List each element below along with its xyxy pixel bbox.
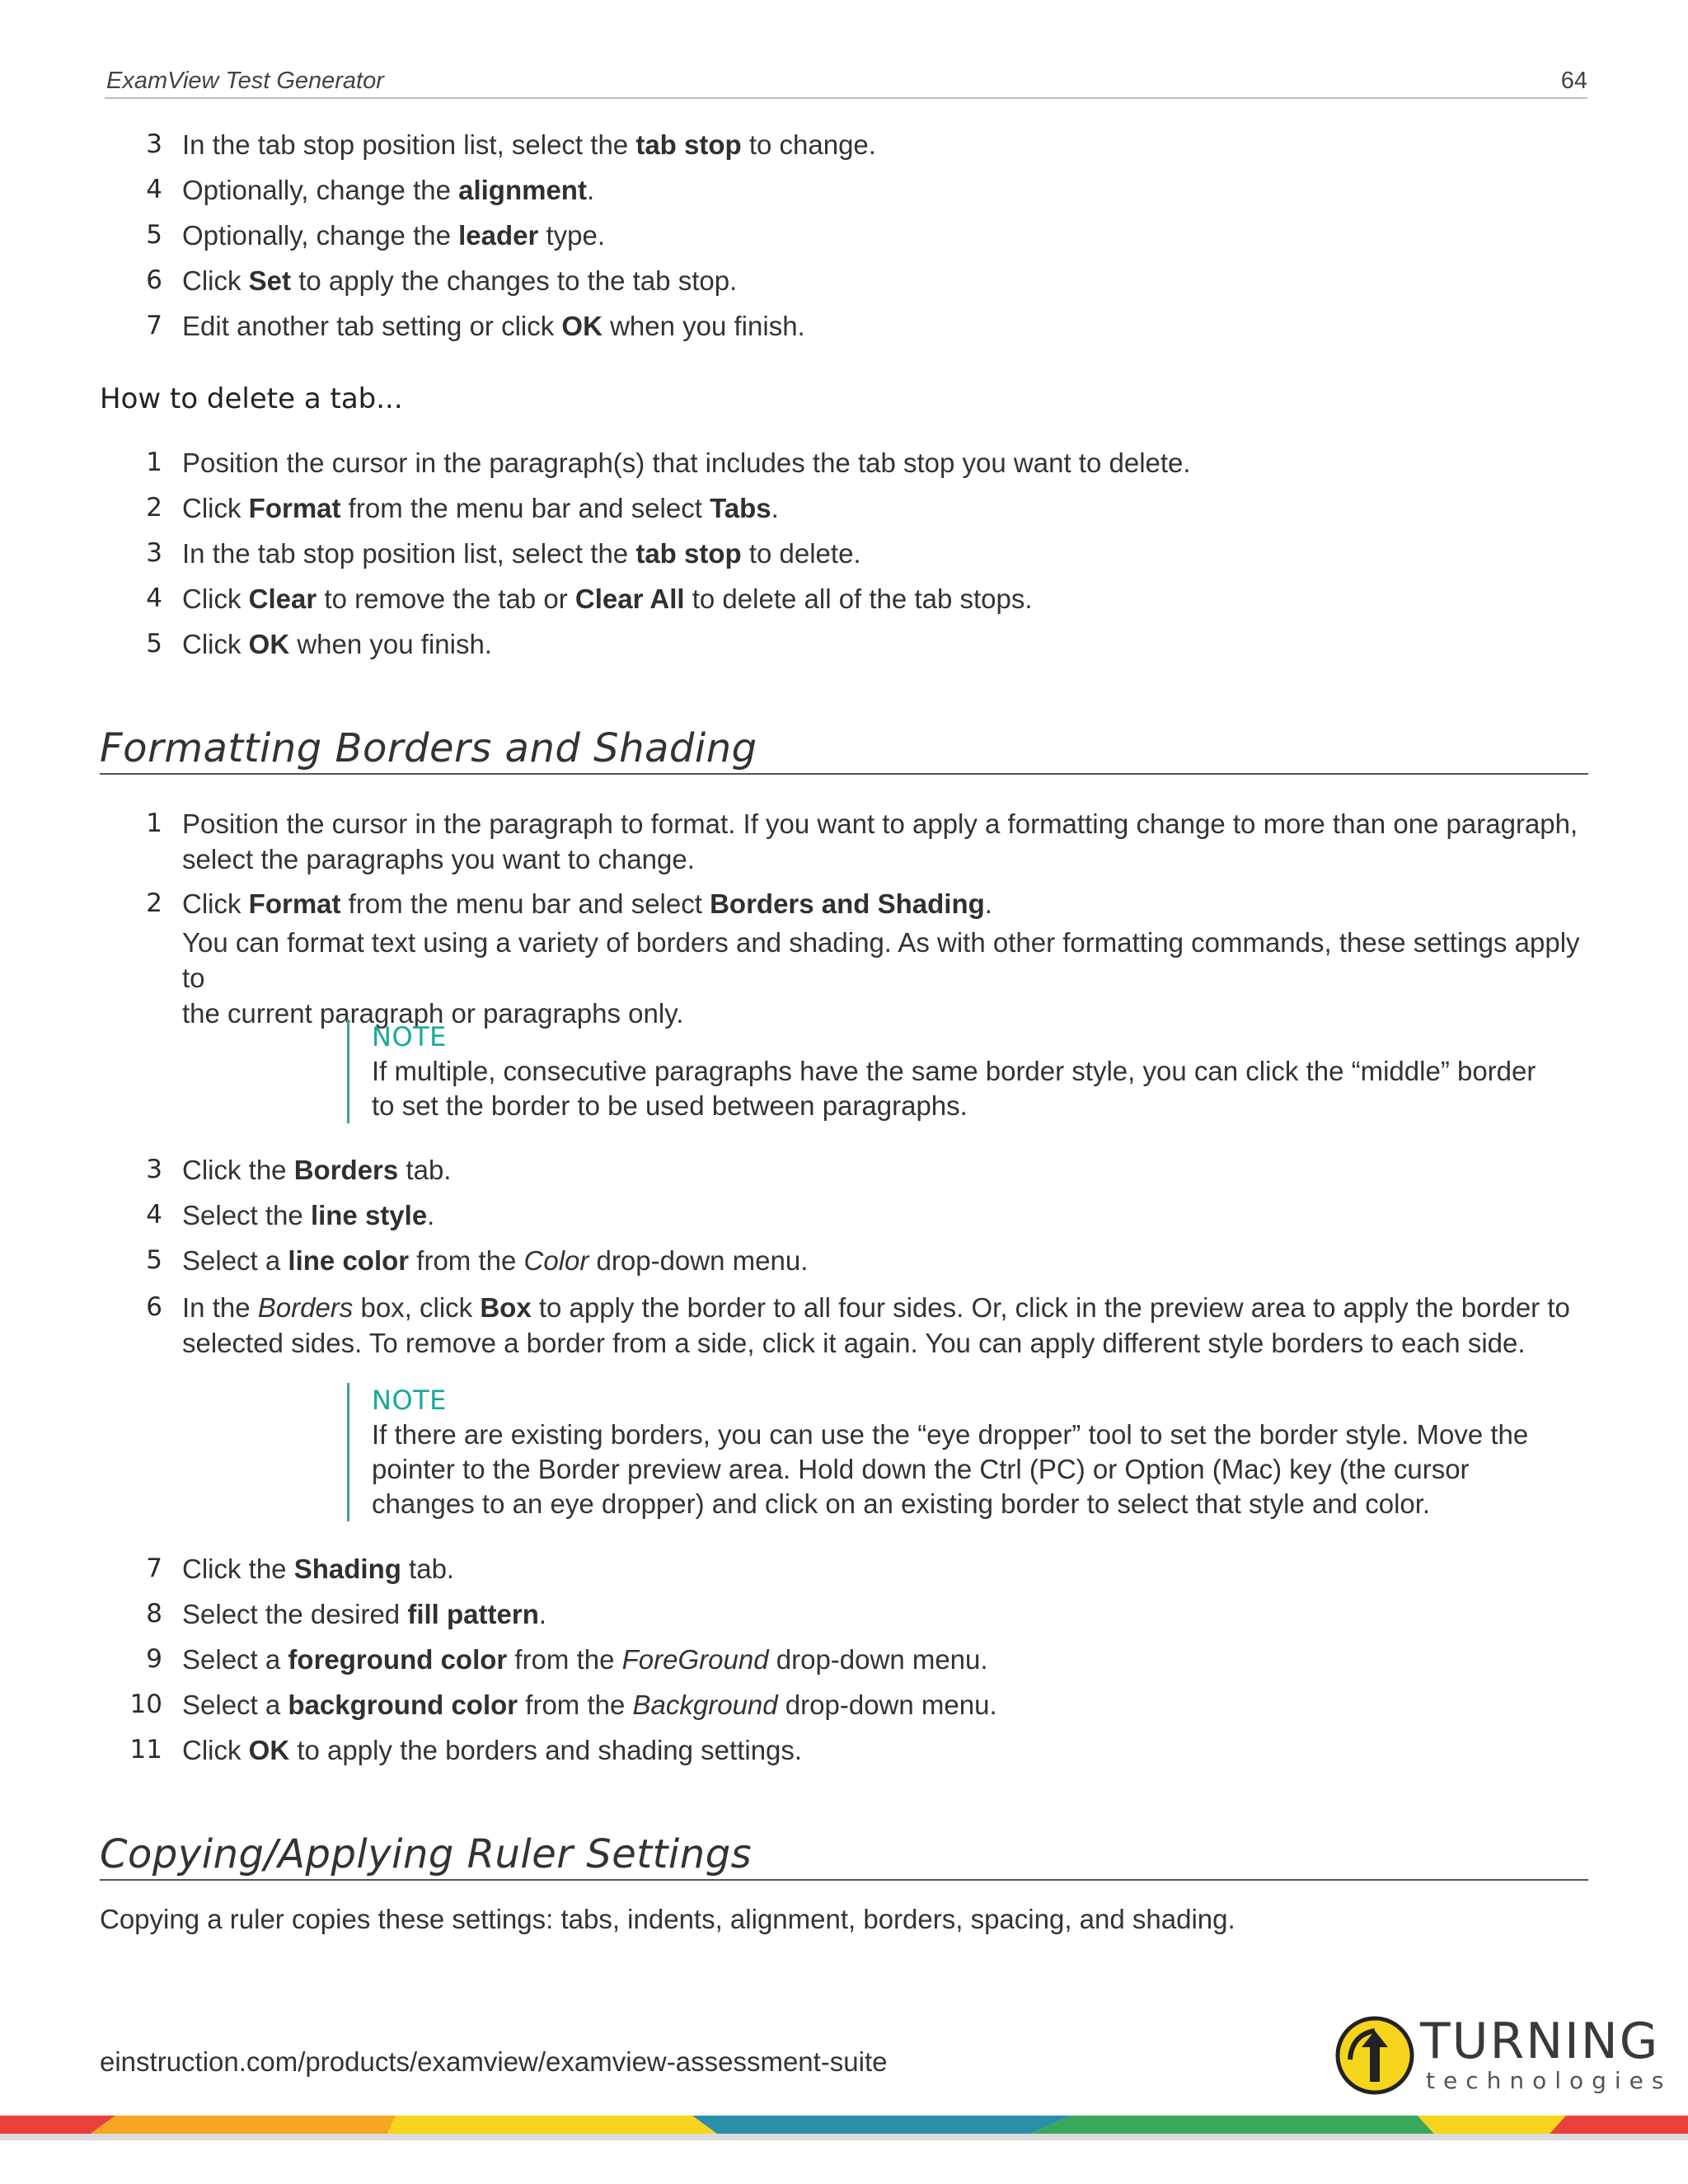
list-item bbox=[105, 308, 1588, 344]
list-item bbox=[105, 581, 1588, 616]
list-item bbox=[105, 536, 1588, 571]
step-number: 5 bbox=[146, 1245, 162, 1275]
step-number: 10 bbox=[129, 1690, 162, 1719]
note-label: NOTE bbox=[372, 1021, 447, 1052]
step-text: Position the cursor in the paragraph to format. If you want to apply a formatting change to more than one paragraph, select the paragraphs you want to change. bbox=[182, 808, 1578, 874]
footer-url-link[interactable]: einstruction.com/products/examview/examview-assessment-suite bbox=[100, 2046, 888, 2077]
note-box: NOTE If there are existing borders, you can use the “eye dropper” tool to set the border style. Move the pointer to the Border preview area. Hold down the Ctrl (PC) or Option (Mac) key (the cursor changes to an eye dropper) and click on an existing border to select that style and color. bbox=[347, 1383, 1542, 1521]
step-number: 5 bbox=[146, 629, 162, 658]
step-number: 6 bbox=[146, 265, 162, 295]
section-title-ruler: Copying/Applying Ruler Settings bbox=[100, 1831, 1588, 1881]
step-text: Select the line style. bbox=[182, 1200, 435, 1230]
note-box: NOTE If multiple, consecutive paragraphs have the same border style, you can click the “middle” border to set the border to be used between paragraphs. bbox=[347, 1019, 1542, 1123]
step-text: Select a line color from the Color drop-down menu. bbox=[182, 1245, 809, 1276]
ruler-body: Copying a ruler copies these settings: tabs, indents, alignment, borders, spacing, and shading. bbox=[100, 1904, 1236, 1934]
list-item bbox=[105, 218, 1588, 253]
step-number: 3 bbox=[146, 1155, 162, 1184]
step-number: 1 bbox=[146, 448, 162, 477]
step-text: Optionally, change the alignment. bbox=[182, 175, 595, 205]
step-number: 5 bbox=[146, 220, 162, 250]
list-item bbox=[105, 1152, 1588, 1188]
step-text: Click Clear to remove the tab or Clear All to delete all of the tab stops. bbox=[182, 583, 1033, 614]
footer-color-stripe bbox=[0, 2116, 1688, 2140]
page-header bbox=[105, 66, 1587, 99]
step-number: 2 bbox=[146, 493, 162, 523]
list-item bbox=[105, 1551, 1588, 1586]
list-item bbox=[105, 445, 1588, 480]
step-number: 2 bbox=[146, 888, 162, 918]
step-number: 8 bbox=[146, 1599, 162, 1629]
step-number: 4 bbox=[146, 583, 162, 613]
list-item bbox=[105, 1687, 1588, 1722]
step-text: Click the Borders tab. bbox=[182, 1155, 452, 1185]
note-label: NOTE bbox=[372, 1385, 447, 1416]
list-item bbox=[105, 1642, 1588, 1677]
step-number: 7 bbox=[146, 1554, 162, 1583]
step-number: 6 bbox=[146, 1292, 162, 1322]
delete-tab-heading: How to delete a tab... bbox=[100, 382, 403, 415]
step-text: Click Format from the menu bar and select Borders and Shading. bbox=[182, 888, 992, 919]
step-text: Position the cursor in the paragraph(s) that includes the tab stop you want to delete. bbox=[182, 448, 1191, 478]
turning-technologies-logo bbox=[1335, 2013, 1672, 2103]
step-number: 7 bbox=[146, 311, 162, 340]
step-text: In the Borders box, click Box to apply the border to all four sides. Or, click in the preview area to apply the border to selected sides. To remove a border from a side, click it again. You can apply different style borders to each side. bbox=[182, 1292, 1570, 1358]
list-item bbox=[105, 263, 1588, 298]
step-text: Click Format from the menu bar and select Tabs. bbox=[182, 493, 779, 523]
step-text: In the tab stop position list, select the tab stop to change. bbox=[182, 129, 876, 160]
step-number: 11 bbox=[129, 1735, 162, 1765]
section-title-borders: Formatting Borders and Shading bbox=[100, 725, 1588, 775]
list-item bbox=[105, 806, 1588, 877]
logo-subword: technologies bbox=[1426, 2067, 1672, 2094]
step-number: 3 bbox=[146, 538, 162, 568]
step-text: Select a foreground color from the ForeGround drop-down menu. bbox=[182, 1644, 988, 1675]
list-item bbox=[105, 1732, 1588, 1768]
step-text: Select the desired fill pattern. bbox=[182, 1599, 547, 1629]
step-text: Edit another tab setting or click OK when you finish. bbox=[182, 311, 805, 341]
step-number: 3 bbox=[146, 129, 162, 159]
step-text: In the tab stop position list, select the tab stop to delete. bbox=[182, 538, 861, 569]
list-item bbox=[105, 886, 1588, 1031]
step-text: Select a background color from the Background drop-down menu. bbox=[182, 1690, 997, 1720]
step-number: 1 bbox=[146, 808, 162, 838]
step-number: 9 bbox=[146, 1644, 162, 1674]
step-text: Click OK to apply the borders and shading settings. bbox=[182, 1735, 803, 1765]
list-item bbox=[105, 626, 1588, 662]
logo-word: TURNING bbox=[1420, 2013, 1660, 2070]
step-text: Optionally, change the leader type. bbox=[182, 220, 606, 251]
step-paragraph: You can format text using a variety of borders and shading. As with other formatting commands, these settings apply to the current paragraph or paragraphs only. bbox=[182, 927, 1580, 1029]
list-item bbox=[105, 1290, 1588, 1361]
step-number: 4 bbox=[146, 175, 162, 204]
document-title: ExamView Test Generator bbox=[106, 68, 384, 94]
step-text: Click Set to apply the changes to the tab stop. bbox=[182, 265, 738, 296]
list-item bbox=[105, 1243, 1588, 1278]
list-item bbox=[105, 490, 1588, 526]
list-item bbox=[105, 1197, 1588, 1233]
list-item bbox=[105, 172, 1588, 208]
step-number: 4 bbox=[146, 1200, 162, 1230]
list-item bbox=[105, 127, 1588, 162]
page-number: 64 bbox=[1560, 68, 1587, 94]
turning-logo-icon bbox=[1335, 2014, 1418, 2097]
step-text: Click OK when you finish. bbox=[182, 629, 492, 659]
list-item bbox=[105, 1596, 1588, 1632]
step-text: Click the Shading tab. bbox=[182, 1554, 455, 1584]
